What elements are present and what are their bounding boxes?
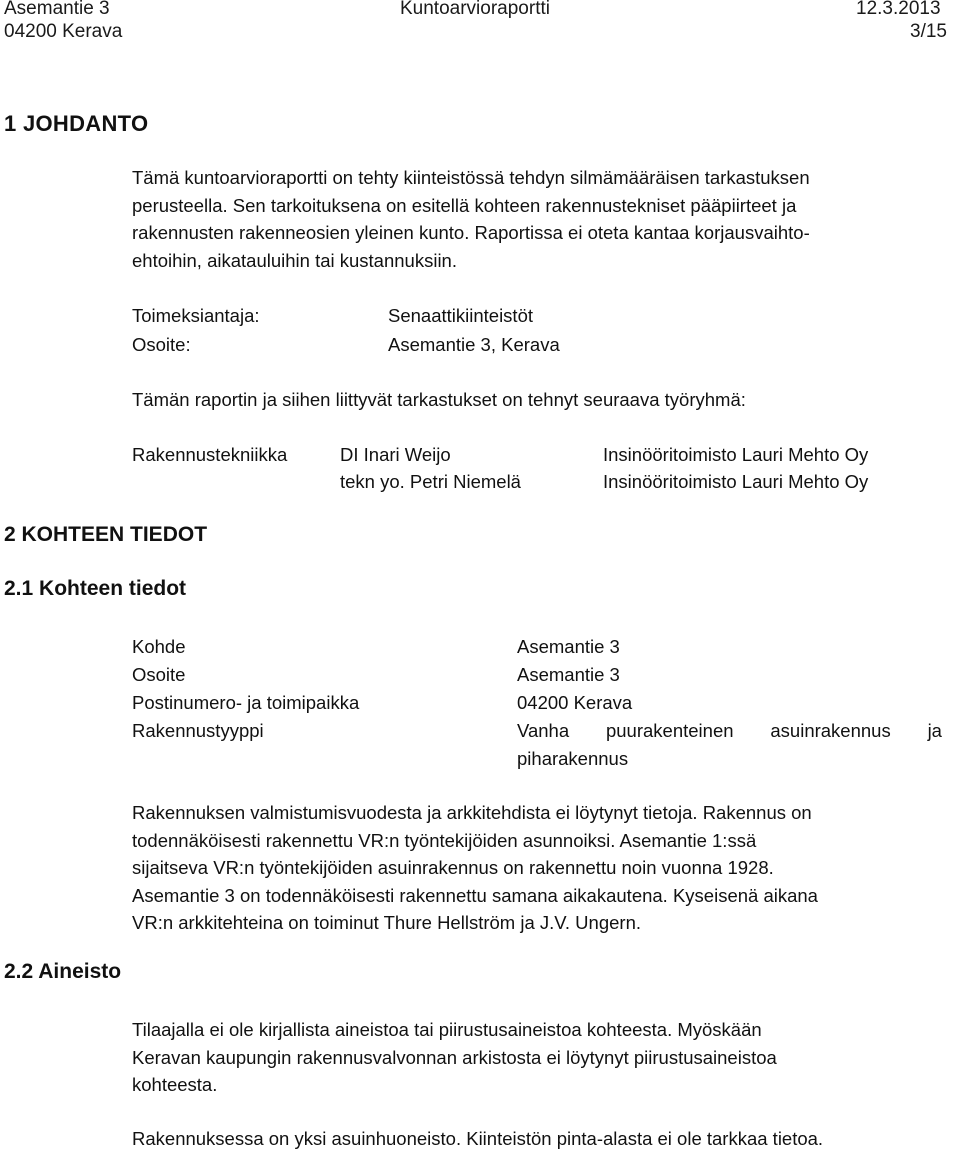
team-person: DI Inari Weijo (340, 444, 451, 465)
team-role: Rakennustekniikka (132, 444, 288, 465)
detail-label: Rakennustyyppi (132, 720, 264, 741)
final-statement: Rakennuksessa on yksi asuinhuoneisto. Kiinteistön pinta-alasta ei ole tarkkaa tietoa. (132, 1128, 824, 1149)
history-line: Asemantie 3 on todennäköisesti rakennettu samana aikakautena. Kyseisenä aikana (132, 884, 818, 906)
header-report-title: Kuntoarvioraportti (400, 0, 550, 19)
detail-value: Asemantie 3 (517, 636, 620, 657)
team-intro: Tämän raportin ja siihen liittyvät tarkastukset on tehnyt seuraava työryhmä: (132, 389, 746, 410)
section-heading-kohteen-tiedot: 2 KOHTEEN TIEDOT (4, 523, 208, 546)
header-address: Asemantie 3 (4, 0, 110, 19)
detail-label: Postinumero- ja toimipaikka (132, 692, 360, 713)
history-paragraph (132, 799, 932, 937)
justified-value-line (517, 717, 942, 744)
detail-value-continued: piharakennus (517, 748, 629, 769)
team-person: tekn yo. Petri Niemelä (340, 471, 521, 492)
material-line: Tilaajalla ei ole kirjallista aineistoa tai piirustusaineistoa kohteesta. Myöskään (132, 1019, 762, 1040)
detail-value: 04200 Kerava (517, 692, 633, 713)
address-value: Asemantie 3, Kerava (388, 334, 560, 355)
address-label: Osoite: (132, 334, 191, 355)
value-word: Vanha (517, 720, 570, 741)
subsection-heading-aineisto: 2.2 Aineisto (4, 960, 122, 983)
intro-line: Tämä kuntoarvioraportti on tehty kiinteistössä tehdyn silmämääräisen tarkastuksen (132, 167, 810, 188)
intro-line: perusteella. Sen tarkoituksena on esitellä kohteen rakennustekniset pääpiirteet ja (132, 194, 797, 216)
value-word: puurakenteinen (605, 720, 734, 741)
history-line: Rakennuksen valmistumisvuodesta ja arkkitehdista ei löytynyt tietoja. Rakennus on (132, 802, 812, 823)
client-value: Senaattikiinteistöt (388, 305, 534, 326)
client-label: Toimeksiantaja: (132, 305, 260, 326)
material-line: kohteesta. (132, 1074, 218, 1095)
history-line: todennäköisesti rakennettu VR:n työntekijöiden asunnoiksi. Asemantie 1:ssä (132, 829, 757, 851)
history-line: sijaitseva VR:n työntekijöiden asuinrakennus on rakennettu noin vuonna 1928. (132, 857, 774, 878)
team-company: Insinööritoimisto Lauri Mehto Oy (603, 471, 869, 492)
header-page-number: 3/15 (910, 21, 947, 42)
value-word: ja (927, 720, 942, 741)
detail-label: Osoite (132, 664, 186, 685)
header-date: 12.3.2013 (856, 0, 941, 19)
intro-paragraph (132, 164, 932, 274)
intro-line: rakennusten rakenneosien yleinen kunto. Raportissa ei oteta kantaa korjausvaihto- (132, 222, 810, 243)
detail-value: Asemantie 3 (517, 664, 620, 685)
team-company: Insinööritoimisto Lauri Mehto Oy (603, 444, 869, 465)
material-line: Keravan kaupungin rakennusvalvonnan arkistosta ei löytynyt piirustusaineistoa (132, 1046, 777, 1068)
detail-value (517, 717, 942, 744)
header-postal: 04200 Kerava (4, 21, 123, 42)
history-line: VR:n arkkitehteina on toiminut Thure Hellström ja J.V. Ungern. (132, 912, 641, 933)
material-paragraph (132, 1016, 932, 1099)
section-heading-johdanto: 1 JOHDANTO (4, 111, 149, 136)
subsection-heading-kohteen-tiedot: 2.1 Kohteen tiedot (4, 577, 187, 600)
detail-label: Kohde (132, 636, 186, 657)
intro-line: ehtoihin, aikatauluihin tai kustannuksiin. (132, 249, 457, 271)
value-word: asuinrakennus (770, 720, 891, 741)
